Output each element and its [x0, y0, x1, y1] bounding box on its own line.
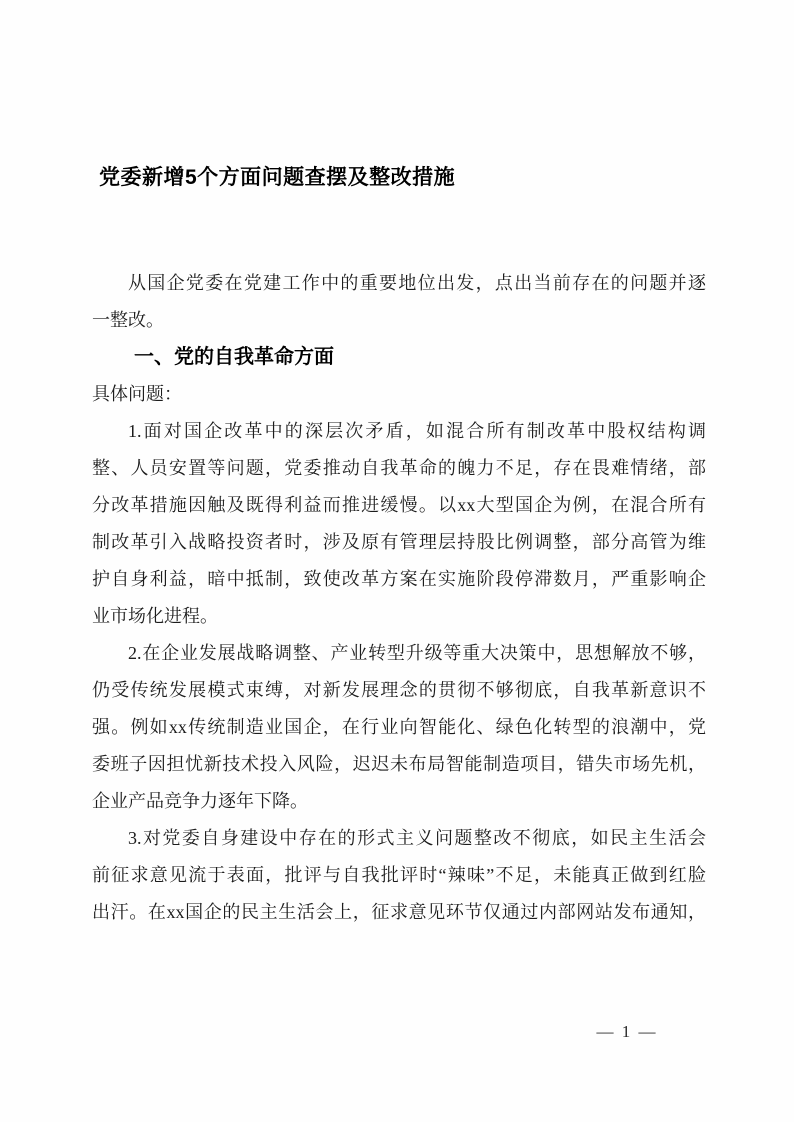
- text-line: 2.在企业发展战略调整、产业转型升级等重大决策中，思想解放不够，: [128, 643, 706, 663]
- text-line: 护自身利益，暗中抵制，致使改革方案在实施阶段停滞数月，严重影响企: [92, 569, 706, 589]
- problem-paragraph-3: [92, 820, 706, 931]
- text-line: 委班子因担忧新技术投入风险，迟迟未布局智能制造项目，错失市场先机，: [92, 754, 706, 774]
- text-line: 出汗。在xx国企的民主生活会上，征求意见环节仅通过内部网站发布通知，: [92, 902, 706, 922]
- document-title: 党委新增5个方面问题查摆及整改措施: [99, 166, 456, 190]
- text-line: 企业产品竞争力逐年下降。: [92, 791, 308, 811]
- text-line: 前征求意见流于表面，批评与自我批评时“辣味”不足，未能真正做到红脸: [92, 865, 706, 885]
- problems-label: 具体问题：: [92, 384, 182, 404]
- text-line: 1.面对国企改革中的深层次矛盾，如混合所有制改革中股权结构调: [128, 421, 706, 441]
- problem-paragraph-1: [92, 413, 706, 635]
- text-line: 从国企党委在党建工作中的重要地位出发，点出当前存在的问题并逐: [128, 273, 706, 293]
- text-line: 一整改。: [92, 310, 164, 330]
- page-number: — 1 —: [596, 1022, 658, 1041]
- problem-paragraph-2: [92, 635, 706, 820]
- text-line: 强。例如xx传统制造业国企，在行业向智能化、绿色化转型的浪潮中，党: [92, 717, 706, 737]
- text-line: 制改革引入战略投资者时，涉及原有管理层持股比例调整，部分高管为维: [92, 532, 706, 552]
- text-line: 业市场化进程。: [92, 606, 218, 626]
- section-heading: 一、党的自我革命方面: [134, 346, 334, 368]
- intro-paragraph: [92, 265, 706, 339]
- document-body: [92, 265, 706, 931]
- text-line: 3.对党委自身建设中存在的形式主义问题整改不彻底，如民主生活会: [128, 828, 706, 848]
- text-line: 分改革措施因触及既得利益而推进缓慢。以xx大型国企为例，在混合所有: [92, 495, 706, 515]
- text-line: 仍受传统发展模式束缚，对新发展理念的贯彻不够彻底，自我革新意识不: [92, 680, 706, 700]
- text-line: 整、人员安置等问题，党委推动自我革命的魄力不足，存在畏难情绪，部: [92, 458, 706, 478]
